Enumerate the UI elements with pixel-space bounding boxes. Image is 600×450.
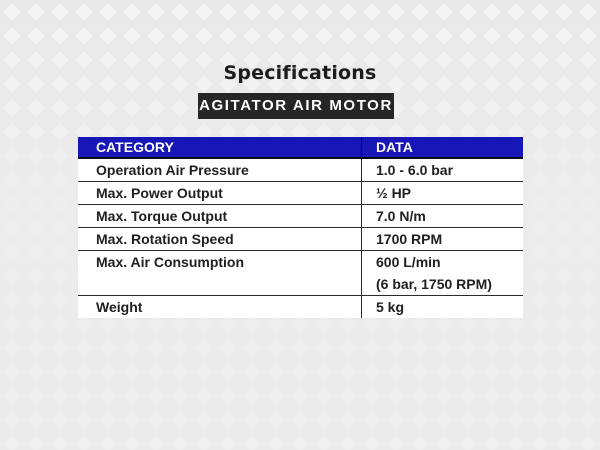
- table-row: [78, 228, 523, 251]
- data-cell: 5 kg: [362, 296, 524, 319]
- category-cell: Weight: [96, 299, 143, 315]
- data-cell: 7.0 N/m: [362, 205, 524, 228]
- table-row: [78, 182, 523, 205]
- specifications-table: [78, 137, 523, 318]
- table-row: [78, 296, 523, 319]
- category-cell: Max. Power Output: [78, 182, 362, 205]
- table-header-row: [78, 137, 523, 158]
- data-cell: ½ HP: [362, 182, 524, 205]
- table-row: [78, 205, 523, 228]
- page-title: Specifications: [223, 62, 377, 84]
- data-cell: 1700 RPM: [362, 228, 524, 251]
- product-badge: AGITATOR AIR MOTOR: [198, 93, 394, 119]
- table-row: [78, 158, 523, 182]
- table-row: [78, 251, 523, 296]
- category-cell: Operation Air Pressure: [78, 158, 362, 182]
- data-cell: 1.0 - 6.0 bar: [362, 158, 524, 182]
- data-line: 600 L/min: [376, 254, 441, 270]
- category-cell: Max. Air Consumption: [78, 251, 362, 296]
- data-cell: [362, 251, 524, 296]
- category-cell: Max. Rotation Speed: [78, 228, 362, 251]
- column-header-category: CATEGORY: [78, 137, 362, 158]
- data-line-note: (6 bar, 1750 RPM): [376, 276, 492, 292]
- category-cell: Max. Torque Output: [78, 205, 362, 228]
- column-header-data: DATA: [362, 137, 524, 158]
